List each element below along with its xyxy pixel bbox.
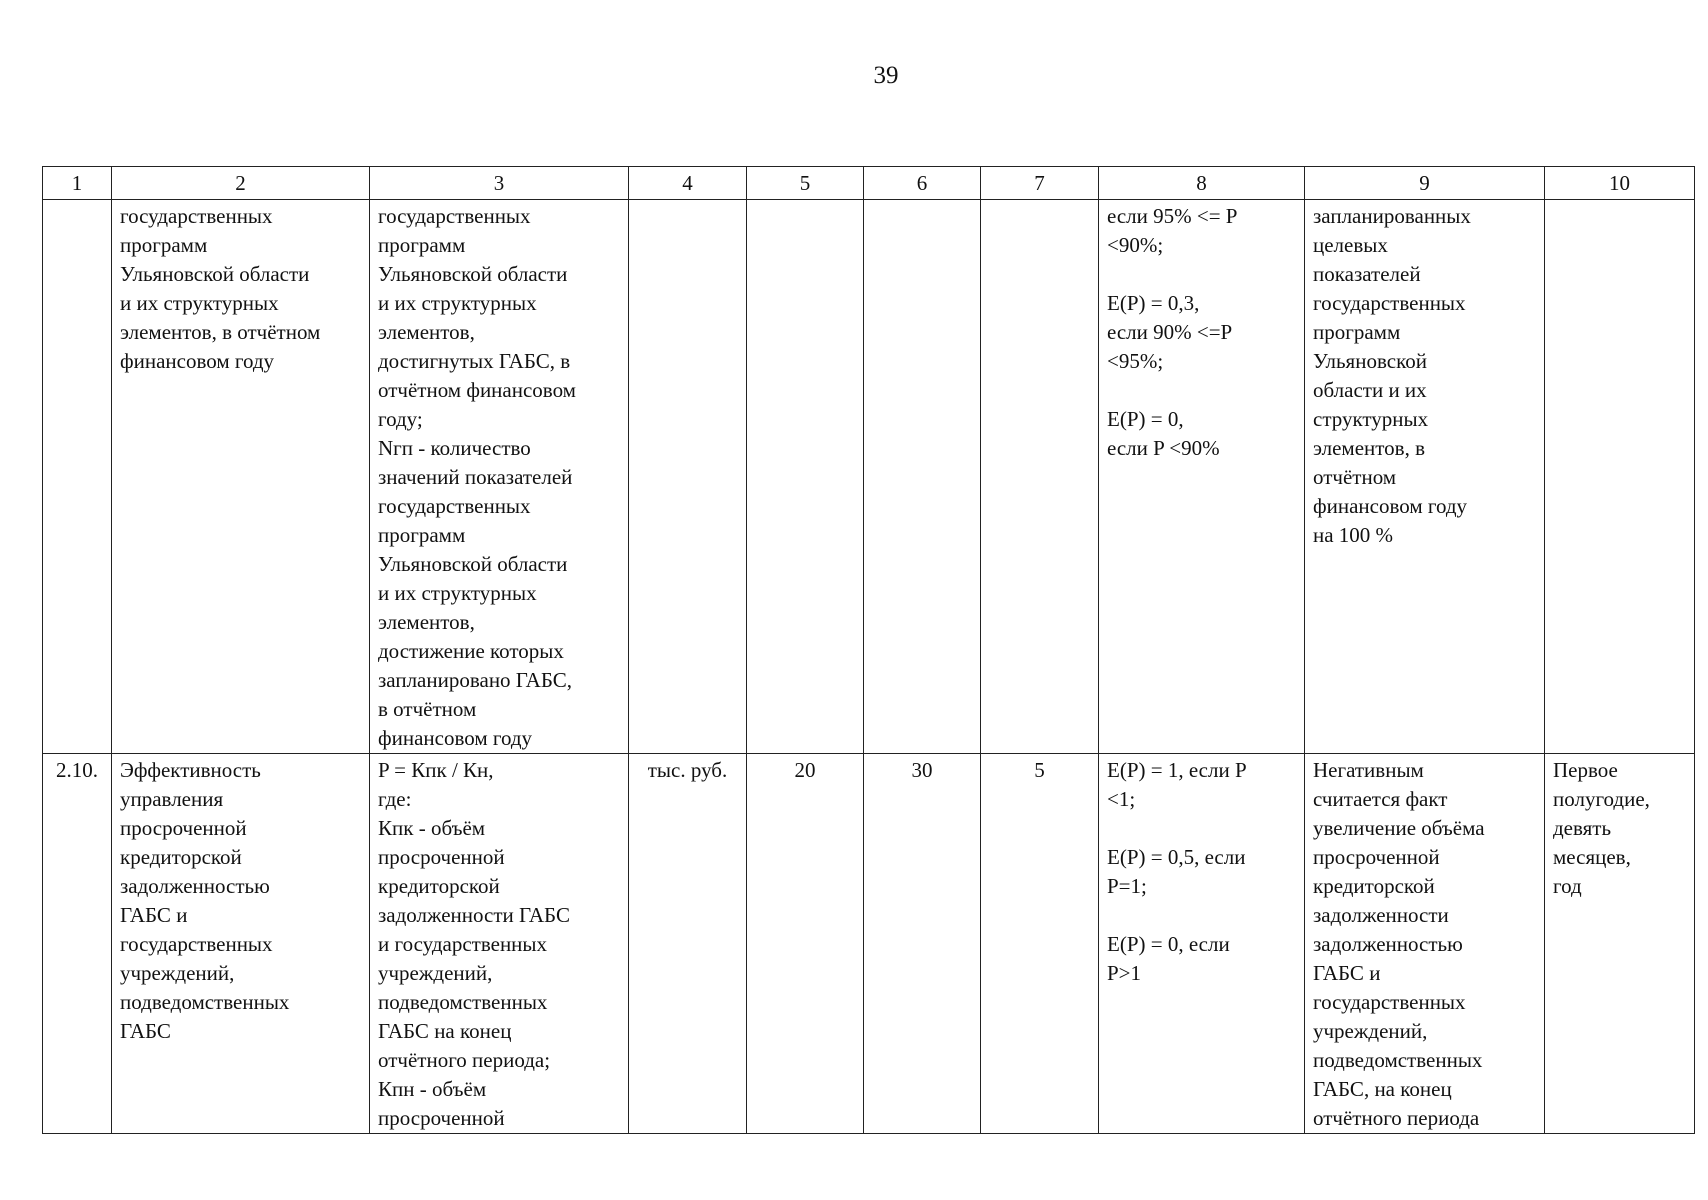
header-row (43, 167, 1695, 200)
header-cell-2: 2 (112, 167, 370, 200)
header-cell-6: 6 (864, 167, 981, 200)
value-cell-5 (747, 200, 864, 754)
indicator-name-cell: Эффективность управления просроченной кредиторской задолженностью ГАБС и государственных учреждений, подведомственных ГАБС (112, 754, 370, 1134)
page-number: 39 (873, 62, 899, 89)
header-cell-4: 4 (629, 167, 747, 200)
header-cell-10: 10 (1545, 167, 1695, 200)
evaluation-cell: E(P) = 1, если P <1; E(P) = 0,5, если P=1; E(P) = 0, если P>1 (1099, 754, 1305, 1134)
header-cell-9: 9 (1305, 167, 1545, 200)
row-number-cell: 2.10. (43, 754, 112, 1134)
header-cell-5: 5 (747, 167, 864, 200)
header-cell-3: 3 (370, 167, 629, 200)
unit-cell (629, 200, 747, 754)
unit-cell: тыс. руб. (629, 754, 747, 1134)
value-cell-7: 5 (981, 754, 1099, 1134)
description-cell: Негативным считается факт увеличение объёма просроченной кредиторской задолженности задолженностью ГАБС и государственных учреждений, подведомственных ГАБС, на конец отчётного периода (1305, 754, 1545, 1134)
table-row (43, 200, 1695, 754)
indicator-name-cell: государственных программ Ульяновской области и их структурных элементов, в отчётном финансовом году (112, 200, 370, 754)
value-cell-6 (864, 200, 981, 754)
header-cell-8: 8 (1099, 167, 1305, 200)
row-number-cell (43, 200, 112, 754)
evaluation-cell: если 95% <= P <90%; E(P) = 0,3, если 90% <=P <95%; E(P) = 0, если P <90% (1099, 200, 1305, 754)
description-cell: запланированных целевых показателей государственных программ Ульяновской области и их структурных элементов, в отчётном финансовом году на 100 % (1305, 200, 1545, 754)
formula-cell: государственных программ Ульяновской области и их структурных элементов, достигнутых ГАБС, в отчётном финансовом году; Nгп - количество значений показателей государственных программ Ульяновской области и их структурных элементов, достижение которых запланировано ГАБС, в отчётном финансовом году (370, 200, 629, 754)
value-cell-7 (981, 200, 1099, 754)
period-cell: Первое полугодие, девять месяцев, год (1545, 754, 1695, 1134)
table-row (43, 754, 1695, 1134)
period-cell (1545, 200, 1695, 754)
header-cell-1: 1 (43, 167, 112, 200)
indicator-table (42, 166, 1695, 1134)
header-cell-7: 7 (981, 167, 1099, 200)
value-cell-6: 30 (864, 754, 981, 1134)
value-cell-5: 20 (747, 754, 864, 1134)
formula-cell: P = Кпк / Кн, где: Кпк - объём просроченной кредиторской задолженности ГАБС и государственных учреждений, подведомственных ГАБС на конец отчётного периода; Кпн - объём просроченной (370, 754, 629, 1134)
